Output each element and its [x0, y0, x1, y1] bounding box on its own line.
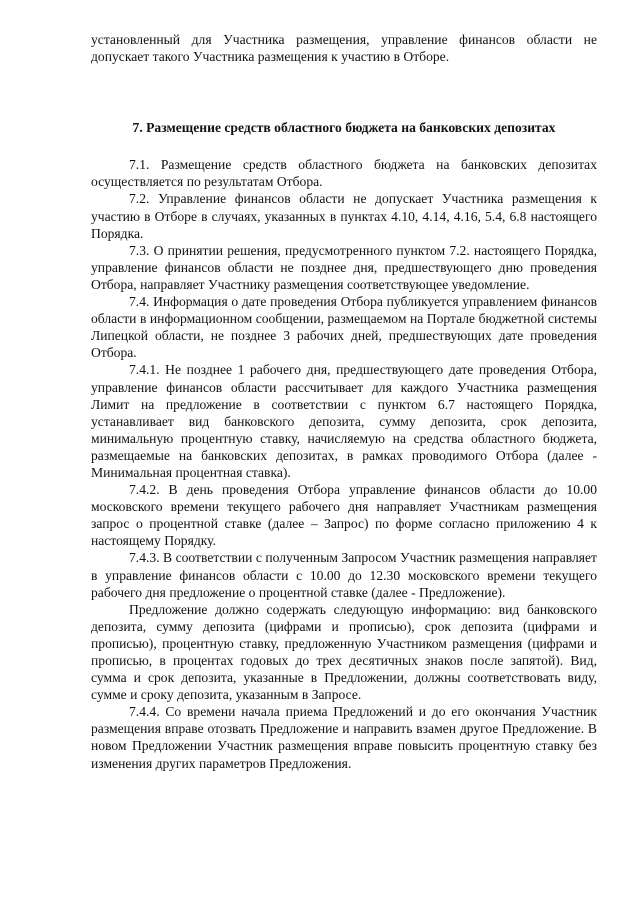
paragraph-7-4: 7.4. Информация о дате проведения Отбора публикуется управлением финансов области в информационном сообщении, размещаемом на Портале бюджетной системы Липецкой области, не позднее 3 рабочих дней, предшествующих дате проведения Отбора. [91, 294, 597, 361]
paragraph-7-4-2: 7.4.2. В день проведения Отбора управление финансов области до 10.00 московского времени текущего рабочего дня направляет Участникам размещения запрос о процентной ставке (далее – Запрос) по форме согласно приложению 4 к настоящему Порядку. [91, 482, 597, 549]
paragraph-7-3: 7.3. О принятии решения, предусмотренного пунктом 7.2. настоящего Порядка, управление финансов области не позднее дня, предшествующего дню проведения Отбора, направляет Участнику размещения соответствующее уведомление. [91, 242, 597, 292]
document-page [91, 31, 597, 772]
paragraph-proposal-content: Предложение должно содержать следующую информацию: вид банковского депозита, сумму депозита (цифрами и прописью), срок депозита (цифрами и прописью), процентную ставку, предложенную Участником размещения (цифрами и прописью, в процентах годовых до трех десятичных знаков после запятой). Вид, сумма и срок депозита, указанные в Предложении, должны соответствовать виду, сумме и сроку депозита, указанным в Запросе. [91, 601, 597, 703]
intro-paragraph: установленный для Участника размещения, управление финансов области не допускает такого Участника размещения к участию в Отборе. [91, 32, 597, 65]
section-title: 7. Размещение средств областного бюджета на банковских депозитах [132, 120, 556, 136]
paragraph-7-2: 7.2. Управление финансов области не допускает Участника размещения к участию в Отборе в случаях, указанных в пунктах 4.10, 4.14, 4.16, 5.4, 6.8 настоящего Порядка. [91, 191, 597, 241]
paragraph-7-1: 7.1. Размещение средств областного бюджета на банковских депозитах осуществляется по результатам Отбора. [91, 157, 597, 190]
paragraph-7-4-1: 7.4.1. Не позднее 1 рабочего дня, предшествующего дате проведения Отбора, управление финансов области рассчитывает для каждого Участника размещения Лимит на предложение в соответствии с пунктом 6.7 настоящего Порядка, устанавливает вид банковского депозита, сумму депозита, срок депозита, минимальную процентную ставку, начисляемую на средства областного бюджета, размещаемые на банковских депозитах, в рамках проводимого Отбора (далее - Минимальная процентная ставка). [91, 362, 597, 480]
paragraph-7-4-3: 7.4.3. В соответствии с полученным Запросом Участник размещения направляет в управление финансов области с 10.00 до 12.30 московского времени текущего рабочего дня предложение о процентной ставке (далее - Предложение). [91, 550, 597, 600]
paragraph-7-4-4: 7.4.4. Со времени начала приема Предложений и до его окончания Участник размещения вправе отозвать Предложение и направить взамен другое Предложение. В новом Предложении Участник размещения вправе повысить процентную ставку без изменения других параметров Предложения. [91, 704, 597, 771]
